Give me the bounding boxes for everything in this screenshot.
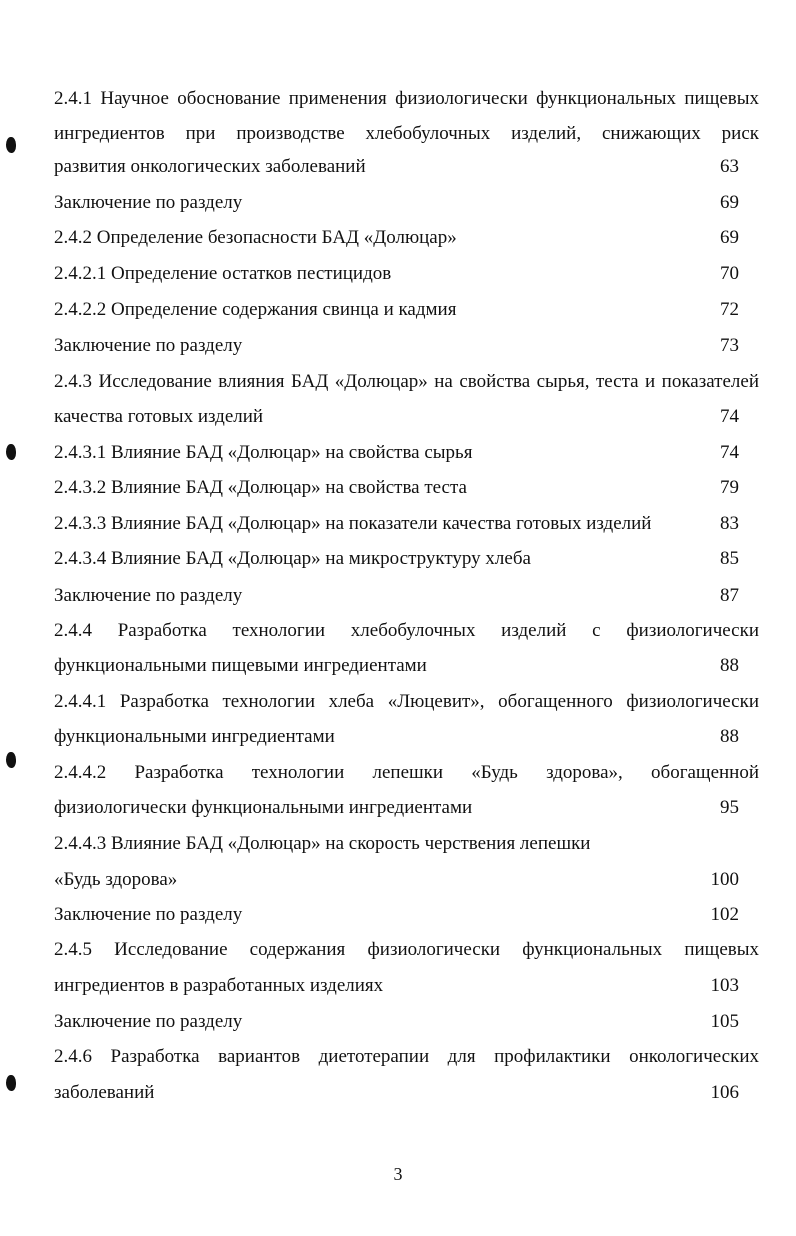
toc-line: [54, 934, 759, 966]
toc-page-number: 95: [720, 797, 739, 818]
toc-page-number: 87: [720, 585, 739, 606]
toc-entry-text: Заключение по разделу: [54, 192, 243, 213]
toc-entry-text: Заключение по разделу: [54, 335, 243, 356]
toc-page-number: 88: [720, 655, 739, 676]
toc-page-number: 73: [720, 335, 739, 356]
toc-line: [54, 222, 759, 254]
toc-page-number: 103: [710, 975, 739, 996]
toc-entry-text: 2.4.2.2 Определение содержания свинца и кадмия: [54, 299, 457, 320]
toc-page-number: 105: [710, 1011, 739, 1032]
toc-entry-text: 2.4.4.2 Разработка технологии лепешки «Будь здорова», обогащенной: [54, 762, 759, 783]
toc-line: [54, 1006, 759, 1038]
toc-line: [54, 792, 759, 824]
toc-line: [54, 970, 759, 1002]
toc-page-number: 70: [720, 263, 739, 284]
toc-line: [54, 118, 759, 150]
toc-line: [54, 615, 759, 647]
toc-entry-text: 2.4.2.1 Определение остатков пестицидов: [54, 263, 392, 284]
toc-entry-text: 2.4.4 Разработка технологии хлебобулочных изделий с физиологически: [54, 620, 759, 641]
toc-entry-text: 2.4.5 Исследование содержания физиологически функциональных пищевых: [54, 939, 759, 960]
toc-page-number: 72: [720, 299, 739, 320]
toc-line: [54, 828, 759, 860]
toc-page-number: 100: [710, 869, 739, 890]
toc-entry-text: функциональными пищевыми ингредиентами: [54, 655, 427, 676]
toc-line: [54, 187, 759, 219]
toc-page-number: 69: [720, 227, 739, 248]
toc-line: [54, 472, 759, 504]
toc-page-number: 85: [720, 548, 739, 569]
toc-page-number: 74: [720, 442, 739, 463]
binding-hole-mark: [6, 1075, 16, 1091]
toc-line: [54, 686, 759, 718]
toc-page-number: 88: [720, 726, 739, 747]
binding-hole-mark: [6, 752, 16, 768]
toc-entry-text: ингредиентов при производстве хлебобулочных изделий, снижающих риск: [54, 123, 759, 144]
toc-line: [54, 757, 759, 789]
toc-entry-text: 2.4.4.3 Влияние БАД «Долюцар» на скорость черствения лепешки: [54, 833, 591, 854]
toc-entry-text: Заключение по разделу: [54, 1011, 243, 1032]
toc-entry-text: Заключение по разделу: [54, 904, 243, 925]
toc-entry-text: 2.4.3 Исследование влияния БАД «Долюцар» на свойства сырья, теста и показателей: [54, 371, 759, 392]
binding-hole-mark: [6, 444, 16, 460]
toc-line: [54, 580, 759, 612]
toc-line: [54, 258, 759, 290]
toc-line: [54, 1041, 759, 1073]
toc-line: [54, 437, 759, 469]
toc-entry-text: 2.4.6 Разработка вариантов диетотерапии для профилактики онкологических: [54, 1046, 759, 1067]
toc-page-number: 79: [720, 477, 739, 498]
toc-entry-text: 2.4.3.2 Влияние БАД «Долюцар» на свойства теста: [54, 477, 467, 498]
toc-line: [54, 721, 759, 753]
toc-entry-text: «Будь здорова»: [54, 869, 178, 890]
page-number: 3: [393, 1164, 403, 1184]
toc-line: [54, 330, 759, 362]
toc-line: [54, 366, 759, 398]
toc-entry-text: заболеваний: [54, 1082, 155, 1103]
toc-entry-text: качества готовых изделий: [54, 406, 264, 427]
toc-entry-text: 2.4.3.1 Влияние БАД «Долюцар» на свойства сырья: [54, 442, 473, 463]
toc-entry-text: ингредиентов в разработанных изделиях: [54, 975, 384, 996]
toc-page-number: 102: [710, 904, 739, 925]
toc-line: [54, 401, 759, 433]
toc-line: [54, 1077, 759, 1109]
toc-entry-text: 2.4.3.3 Влияние БАД «Долюцар» на показатели качества готовых изделий: [54, 513, 652, 534]
toc-line: [54, 83, 759, 115]
toc-entry-text: 2.4.1 Научное обоснование применения физиологически функциональных пищевых: [54, 88, 759, 109]
toc-entry-text: 2.4.3.4 Влияние БАД «Долюцар» на микроструктуру хлеба: [54, 548, 531, 569]
toc-entry-text: 2.4.4.1 Разработка технологии хлеба «Люцевит», обогащенного физиологически: [54, 691, 759, 712]
toc-line: [54, 864, 759, 896]
toc-line: [54, 294, 759, 326]
toc-line: [54, 650, 759, 682]
toc-page-number: 63: [720, 156, 739, 177]
toc-line: [54, 151, 759, 183]
binding-hole-mark: [6, 137, 16, 153]
toc-line: [54, 899, 759, 931]
toc-entry-text: развития онкологических заболеваний: [54, 156, 366, 177]
toc-entry-text: физиологически функциональными ингредиентами: [54, 797, 473, 818]
toc-entry-text: 2.4.2 Определение безопасности БАД «Долюцар»: [54, 227, 457, 248]
toc-page-number: 106: [710, 1082, 739, 1103]
toc-line: [54, 508, 759, 540]
toc-page-number: 83: [720, 513, 739, 534]
toc-line: [54, 543, 759, 575]
toc-entry-text: Заключение по разделу: [54, 585, 243, 606]
toc-page-number: 74: [720, 406, 739, 427]
toc-page-number: 69: [720, 192, 739, 213]
toc-entry-text: функциональными ингредиентами: [54, 726, 335, 747]
